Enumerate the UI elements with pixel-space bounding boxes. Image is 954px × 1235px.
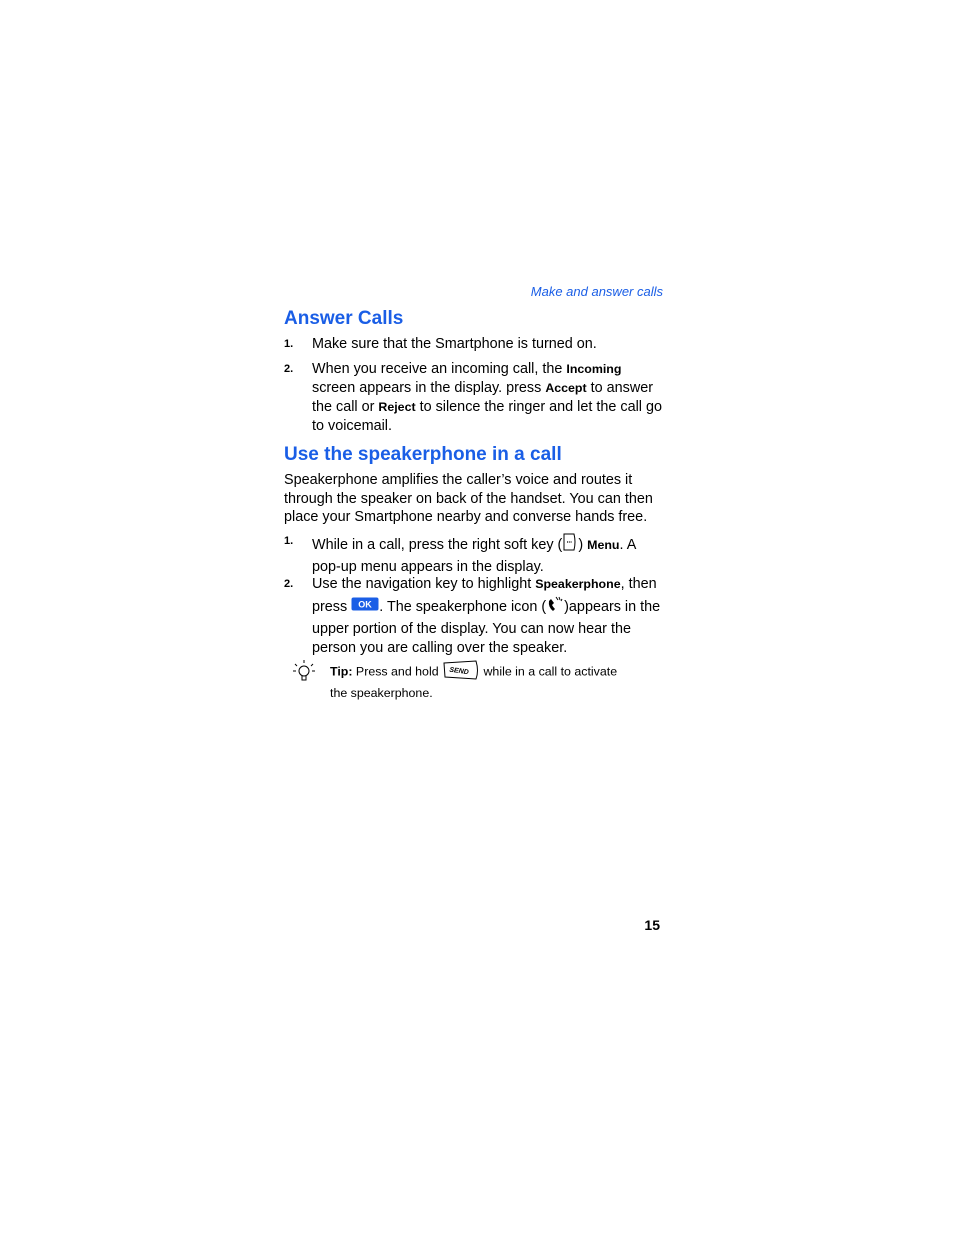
speakerphone-label: Speakerphone xyxy=(535,577,621,591)
answer-calls-heading: Answer Calls xyxy=(284,308,404,329)
soft-key-icon xyxy=(562,532,578,558)
reject-label: Reject xyxy=(378,400,416,414)
lightbulb-icon xyxy=(292,659,316,690)
step-text: Use the navigation key to highlight Speakerphone, then press OK . The speakerphone icon ( )appears in the upper portion of the display. You can now hear the person you are calling over the speaker. xyxy=(312,576,661,656)
speaker-step-1 xyxy=(284,532,663,577)
speakerphone-heading: Use the speakerphone in a call xyxy=(284,444,562,465)
tip-text: Tip: Press and hold SEND while in a call to activate the speakerphone. xyxy=(330,659,664,701)
send-key-icon xyxy=(442,659,480,686)
ok-key-icon xyxy=(351,597,379,617)
step-number: 2. xyxy=(284,578,294,590)
step-text: When you receive an incoming call, the Incoming screen appears in the display. press Accept to answer the call or Reject to silence the ringer and let the call go to voicemail. xyxy=(312,361,662,434)
page-number: 15 xyxy=(644,917,660,933)
speaker-step-2 xyxy=(284,575,663,658)
menu-label: Menu xyxy=(587,537,620,552)
ok-key-label: OK xyxy=(358,599,372,610)
send-key-label: SEND xyxy=(448,666,470,677)
running-head: Make and answer calls xyxy=(530,284,663,299)
step-text: While in a call, press the right soft key ( ) Menu. A pop-up menu appears in the display. xyxy=(312,532,663,577)
step-number: 2. xyxy=(284,363,294,375)
tip-label: Tip: xyxy=(330,664,353,679)
tip-box xyxy=(284,659,664,701)
answer-step-1 xyxy=(284,335,663,354)
speakerphone-intro: Speakerphone amplifies the caller’s voice and routes it through the speaker on back of the handset. You can then place your Smartphone nearby and converse hands free. xyxy=(284,472,653,525)
incoming-label: Incoming xyxy=(566,362,622,376)
accept-label: Accept xyxy=(545,381,587,395)
step-number: 1. xyxy=(284,535,294,547)
step-text: Make sure that the Smartphone is turned on. xyxy=(312,336,597,352)
step-number: 1. xyxy=(284,338,294,350)
speakerphone-icon xyxy=(546,594,564,620)
answer-step-2 xyxy=(284,360,663,436)
